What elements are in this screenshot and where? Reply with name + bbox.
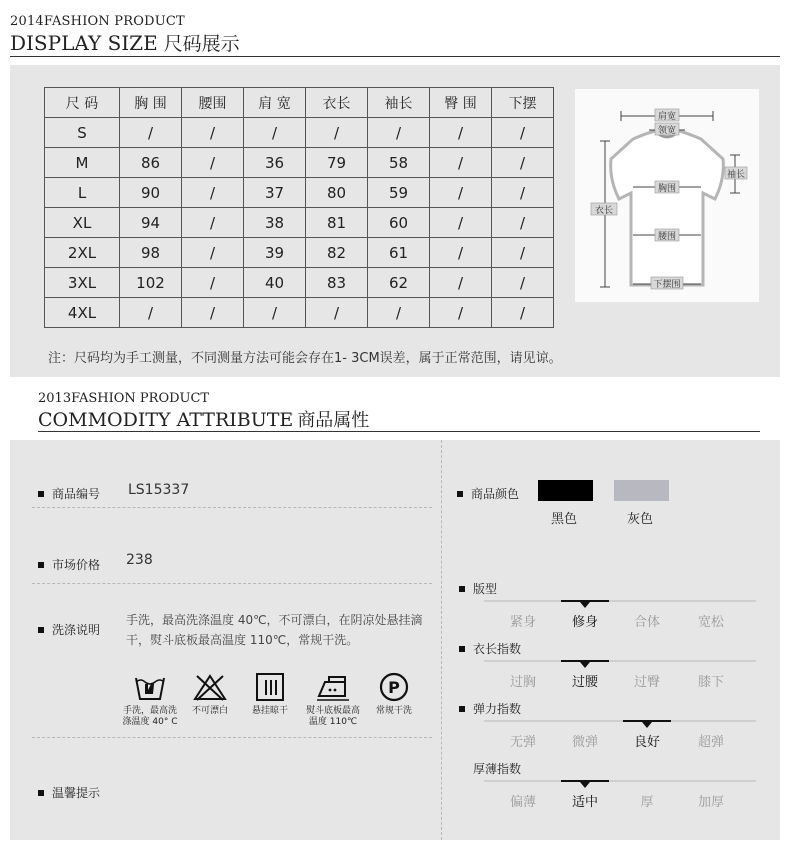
scale-option: 宽松 xyxy=(697,615,724,630)
scale-option: 超弹 xyxy=(697,735,724,750)
table-cell: 86 xyxy=(120,148,182,178)
table-cell: XL xyxy=(45,208,120,238)
scale-track xyxy=(484,660,756,662)
table-cell: S xyxy=(45,118,120,148)
hang-dry-icon xyxy=(244,672,296,717)
table-cell: / xyxy=(182,148,244,178)
table-cell: / xyxy=(182,268,244,298)
svg-text:P: P xyxy=(388,678,400,697)
table-cell: / xyxy=(182,238,244,268)
table-cell: / xyxy=(492,208,554,238)
table-cell: / xyxy=(120,118,182,148)
table-cell: 37 xyxy=(244,178,306,208)
color-label: 商品颜色 xyxy=(457,485,519,502)
table-cell: / xyxy=(244,298,306,328)
column-divider xyxy=(441,440,442,840)
table-cell: / xyxy=(430,298,492,328)
scale-indicator xyxy=(561,600,609,602)
dry-clean-icon xyxy=(368,672,420,717)
table-cell: 59 xyxy=(368,178,430,208)
scale-title: 弹力指数 xyxy=(459,700,521,717)
divider xyxy=(32,583,432,584)
table-cell: 4XL xyxy=(45,298,120,328)
table-cell: / xyxy=(430,148,492,178)
table-cell: / xyxy=(492,178,554,208)
table-row xyxy=(45,178,554,208)
section-subtitle: 2014FASHION PRODUCT xyxy=(10,14,185,29)
table-row xyxy=(45,298,554,328)
scale-option: 厚 xyxy=(640,795,654,810)
table-cell: 98 xyxy=(120,238,182,268)
scale-indicator xyxy=(623,720,671,722)
scale-option: 膝下 xyxy=(697,675,724,690)
table-header-cell: 下摆 xyxy=(492,88,554,118)
tips-label: 温馨提示 xyxy=(38,784,100,801)
table-cell: / xyxy=(182,298,244,328)
scale-option: 加厚 xyxy=(697,795,724,810)
scale-option: 过臀 xyxy=(633,675,660,690)
table-cell: / xyxy=(430,208,492,238)
table-cell: / xyxy=(492,118,554,148)
table-row xyxy=(45,148,554,178)
table-cell: / xyxy=(430,178,492,208)
table-cell: / xyxy=(492,268,554,298)
table-cell: 36 xyxy=(244,148,306,178)
table-header-cell: 肩 宽 xyxy=(244,88,306,118)
table-cell: 3XL xyxy=(45,268,120,298)
section-title-zh: 商品属性 xyxy=(297,410,370,431)
section-title xyxy=(10,29,240,56)
diagram-label: 胸围 xyxy=(657,184,677,194)
divider xyxy=(10,56,780,57)
color-name: 黑色 xyxy=(551,512,578,527)
divider xyxy=(38,431,760,432)
color-name: 灰色 xyxy=(627,512,654,527)
scale-track xyxy=(484,720,756,722)
table-cell: / xyxy=(430,238,492,268)
table-cell: / xyxy=(430,118,492,148)
shirt-icon xyxy=(575,89,759,302)
wash-instructions: 手洗，最高洗涤温度 40℃，不可漂白，在阴凉处悬挂滴干，熨斗底板最高温度 110℃，常规干洗。 xyxy=(126,613,423,647)
color-swatch-gray[interactable] xyxy=(614,480,669,501)
table-header-cell: 胸 围 xyxy=(120,88,182,118)
table-cell: 79 xyxy=(306,148,368,178)
table-cell: 39 xyxy=(244,238,306,268)
measurement-note: 注：尺码均为手工测量，不同测量方法可能会存在1- 3CM误差，属于正常范围，请见谅。 xyxy=(48,351,562,366)
section-title-en: COMMODITY ATTRIBUTE xyxy=(38,409,294,431)
divider xyxy=(32,507,432,508)
table-cell: 80 xyxy=(306,178,368,208)
scale-option: 偏薄 xyxy=(509,795,536,810)
scale-title: 厚薄指数 xyxy=(473,762,522,776)
scale-option: 无弹 xyxy=(509,735,536,750)
table-cell: 94 xyxy=(120,208,182,238)
table-cell: 60 xyxy=(368,208,430,238)
table-cell: / xyxy=(182,208,244,238)
item-no-value: LS15337 xyxy=(128,482,190,498)
table-cell: / xyxy=(306,298,368,328)
table-header-cell: 臀 围 xyxy=(430,88,492,118)
table-cell: L xyxy=(45,178,120,208)
wash-label: 洗涤说明 xyxy=(38,621,100,638)
table-cell: 81 xyxy=(306,208,368,238)
table-cell: / xyxy=(182,118,244,148)
table-header-cell: 尺 码 xyxy=(45,88,120,118)
scale-indicator xyxy=(561,780,609,782)
table-cell: 38 xyxy=(244,208,306,238)
wash-icon-label: 不可漂白 xyxy=(191,706,228,716)
scale-option: 过胸 xyxy=(509,675,536,690)
table-row xyxy=(45,268,554,298)
table-header-cell: 衣长 xyxy=(306,88,368,118)
scale-title: 版型 xyxy=(459,580,497,597)
table-cell: / xyxy=(306,118,368,148)
table-cell: / xyxy=(368,298,430,328)
table-cell: 40 xyxy=(244,268,306,298)
table-cell: / xyxy=(492,238,554,268)
table-cell: 61 xyxy=(368,238,430,268)
table-header-row xyxy=(45,88,554,118)
table-cell: 102 xyxy=(120,268,182,298)
iron-icon xyxy=(302,672,364,728)
diagram-label: 衣长 xyxy=(594,206,614,216)
size-table xyxy=(44,87,554,328)
wash-icon-label: 悬挂晾干 xyxy=(251,706,288,716)
table-cell: 58 xyxy=(368,148,430,178)
color-swatch-black[interactable] xyxy=(538,480,593,501)
diagram-label: 腰围 xyxy=(657,232,677,242)
table-cell: / xyxy=(368,118,430,148)
table-row xyxy=(45,208,554,238)
table-header-cell: 腰围 xyxy=(182,88,244,118)
table-row xyxy=(45,238,554,268)
table-row xyxy=(45,118,554,148)
scale-option: 适中 xyxy=(571,795,598,810)
table-cell: / xyxy=(492,298,554,328)
handwash-icon xyxy=(120,672,180,728)
table-cell: / xyxy=(244,118,306,148)
attribute-panel xyxy=(10,440,780,840)
scale-track xyxy=(484,780,756,782)
scale-option: 合体 xyxy=(633,615,660,630)
section-subtitle: 2013FASHION PRODUCT xyxy=(38,391,210,406)
scale-option: 良好 xyxy=(633,735,660,750)
wash-icon-label: 常规干洗 xyxy=(375,706,412,716)
table-cell: 82 xyxy=(306,238,368,268)
scale-option: 微弹 xyxy=(571,735,598,750)
table-cell: 2XL xyxy=(45,238,120,268)
wash-icon-label: 熨斗底板最高温度 110℃ xyxy=(305,706,360,727)
scale-option: 过腰 xyxy=(571,675,598,690)
item-no-label: 商品编号 xyxy=(38,485,100,502)
scale-title: 衣长指数 xyxy=(459,640,521,657)
diagram-label: 袖长 xyxy=(726,170,746,180)
garment-diagram xyxy=(575,89,759,302)
table-cell: M xyxy=(45,148,120,178)
table-cell: / xyxy=(492,148,554,178)
no-bleach-icon xyxy=(184,672,236,717)
diagram-label: 领宽 xyxy=(657,126,677,136)
section-title-zh: 尺码展示 xyxy=(163,33,240,55)
price-value: 238 xyxy=(126,552,153,568)
section-title-en: DISPLAY SIZE xyxy=(10,31,158,55)
wash-icon-label: 手洗，最高洗涤温度 40° C xyxy=(122,706,178,727)
table-cell: 62 xyxy=(368,268,430,298)
table-cell: / xyxy=(120,298,182,328)
section-title xyxy=(38,406,369,432)
scale-option: 紧身 xyxy=(509,615,536,630)
table-cell: 83 xyxy=(306,268,368,298)
table-cell: / xyxy=(182,178,244,208)
price-label: 市场价格 xyxy=(38,556,100,573)
diagram-label: 肩宽 xyxy=(657,112,677,122)
size-panel xyxy=(10,65,780,377)
table-cell: / xyxy=(430,268,492,298)
divider xyxy=(32,737,432,738)
scale-option: 修身 xyxy=(571,615,598,630)
table-cell: 90 xyxy=(120,178,182,208)
table-header-cell: 袖长 xyxy=(368,88,430,118)
diagram-label: 下摆围 xyxy=(653,280,681,290)
scale-indicator xyxy=(561,660,609,662)
scale-track xyxy=(484,600,756,602)
